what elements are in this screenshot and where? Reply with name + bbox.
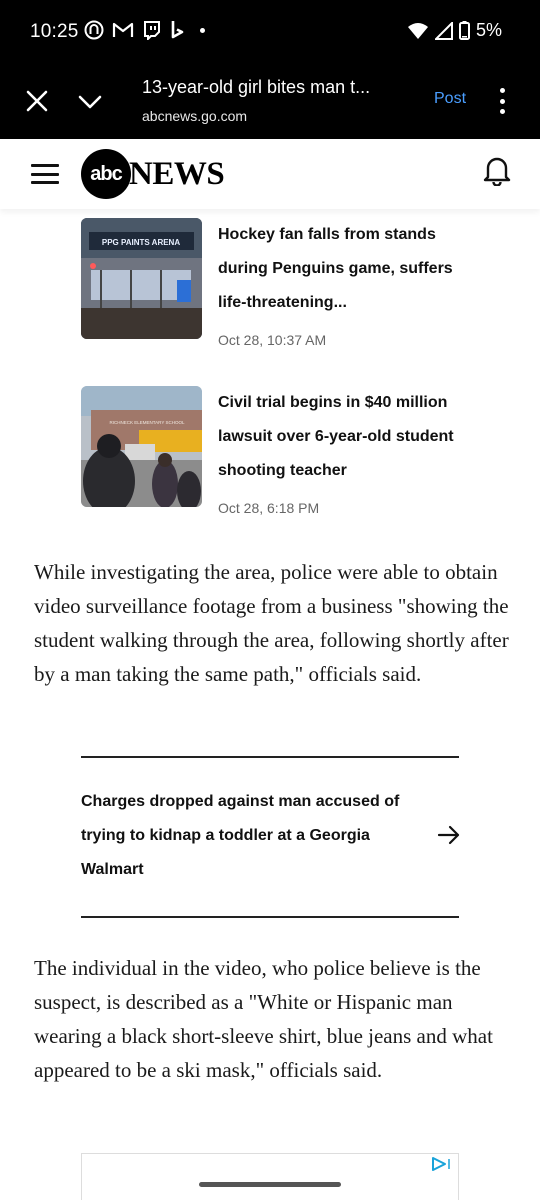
browser-toolbar [0,64,540,139]
logo-circle: abc [81,149,131,199]
more-options-button[interactable] [496,88,508,114]
related-story[interactable] [81,218,481,348]
page-title[interactable]: 13-year-old girl bites man t... [142,77,371,97]
gmail-icon [112,20,134,40]
divider [81,916,459,918]
ad-container[interactable] [81,1153,459,1200]
status-time: 10:25 [30,21,79,42]
abc-news-logo[interactable] [81,149,224,199]
divider [81,756,459,758]
story-title[interactable]: Civil trial begins in $40 million lawsuit over 6-year-old student shooting teacher [218,394,454,479]
logo-wordmark: NEWS [129,155,225,192]
battery-percent: 5% [475,20,502,40]
bell-icon[interactable] [483,154,511,186]
adchoices-icon[interactable] [430,1156,452,1172]
home-indicator[interactable] [199,1182,341,1187]
battery-icon [459,21,470,40]
story-thumbnail-school[interactable] [81,386,202,507]
story-title[interactable]: Hockey fan falls from stands during Penguins game, suffers life-threatening... [218,226,453,311]
hamburger-line [31,164,59,167]
post-button[interactable]: Post [434,90,467,107]
notification-icons [84,20,205,40]
menu-button[interactable] [31,164,59,184]
thumb-school-sign: RICHNECK ELEMENTARY SCHOOL [109,420,185,425]
close-icon [24,88,50,114]
hamburger-line [31,173,59,176]
wifi-icon [407,22,429,40]
kebab-dot [500,99,505,104]
story-date: Oct 28, 6:18 PM [218,500,320,516]
kebab-dot [500,88,505,93]
close-tab-button[interactable] [24,88,50,114]
more-notifications-dot [200,28,205,33]
related-article-link[interactable] [81,785,459,885]
arrow-right-icon[interactable] [437,825,461,845]
nextdoor-icon [84,20,104,40]
thumb-arena-sign: PPG PAINTS ARENA [101,238,181,247]
bing-icon [170,20,186,40]
status-bar [0,0,540,64]
site-header [0,139,540,209]
related-article-title[interactable]: Charges dropped against man accused of trying to kidnap a toddler at a Georgia Walmart [81,793,400,878]
twitch-icon [142,20,162,40]
signal-icon [435,22,453,40]
article-paragraph: The individual in the video, who police believe is the suspect, is described as a "White or Hispanic man wearing a black short-sleeve shirt, blue jeans and what appeared to be a ski mask," officials said. [34,956,493,1082]
article-paragraph: While investigating the area, police were able to obtain video surveillance footage from a business "showing the student walking through the area, following shortly after by a man taking the same path," officials said. [34,560,509,686]
related-story[interactable] [81,386,481,516]
chevron-down-icon [76,89,104,115]
story-thumbnail-arena[interactable] [81,218,202,339]
system-status [407,20,502,41]
kebab-dot [500,109,505,114]
page-domain[interactable]: abcnews.go.com [142,108,248,124]
story-date: Oct 28, 10:37 AM [218,332,327,348]
hamburger-line [31,181,59,184]
minimize-tab-button[interactable] [76,89,104,115]
